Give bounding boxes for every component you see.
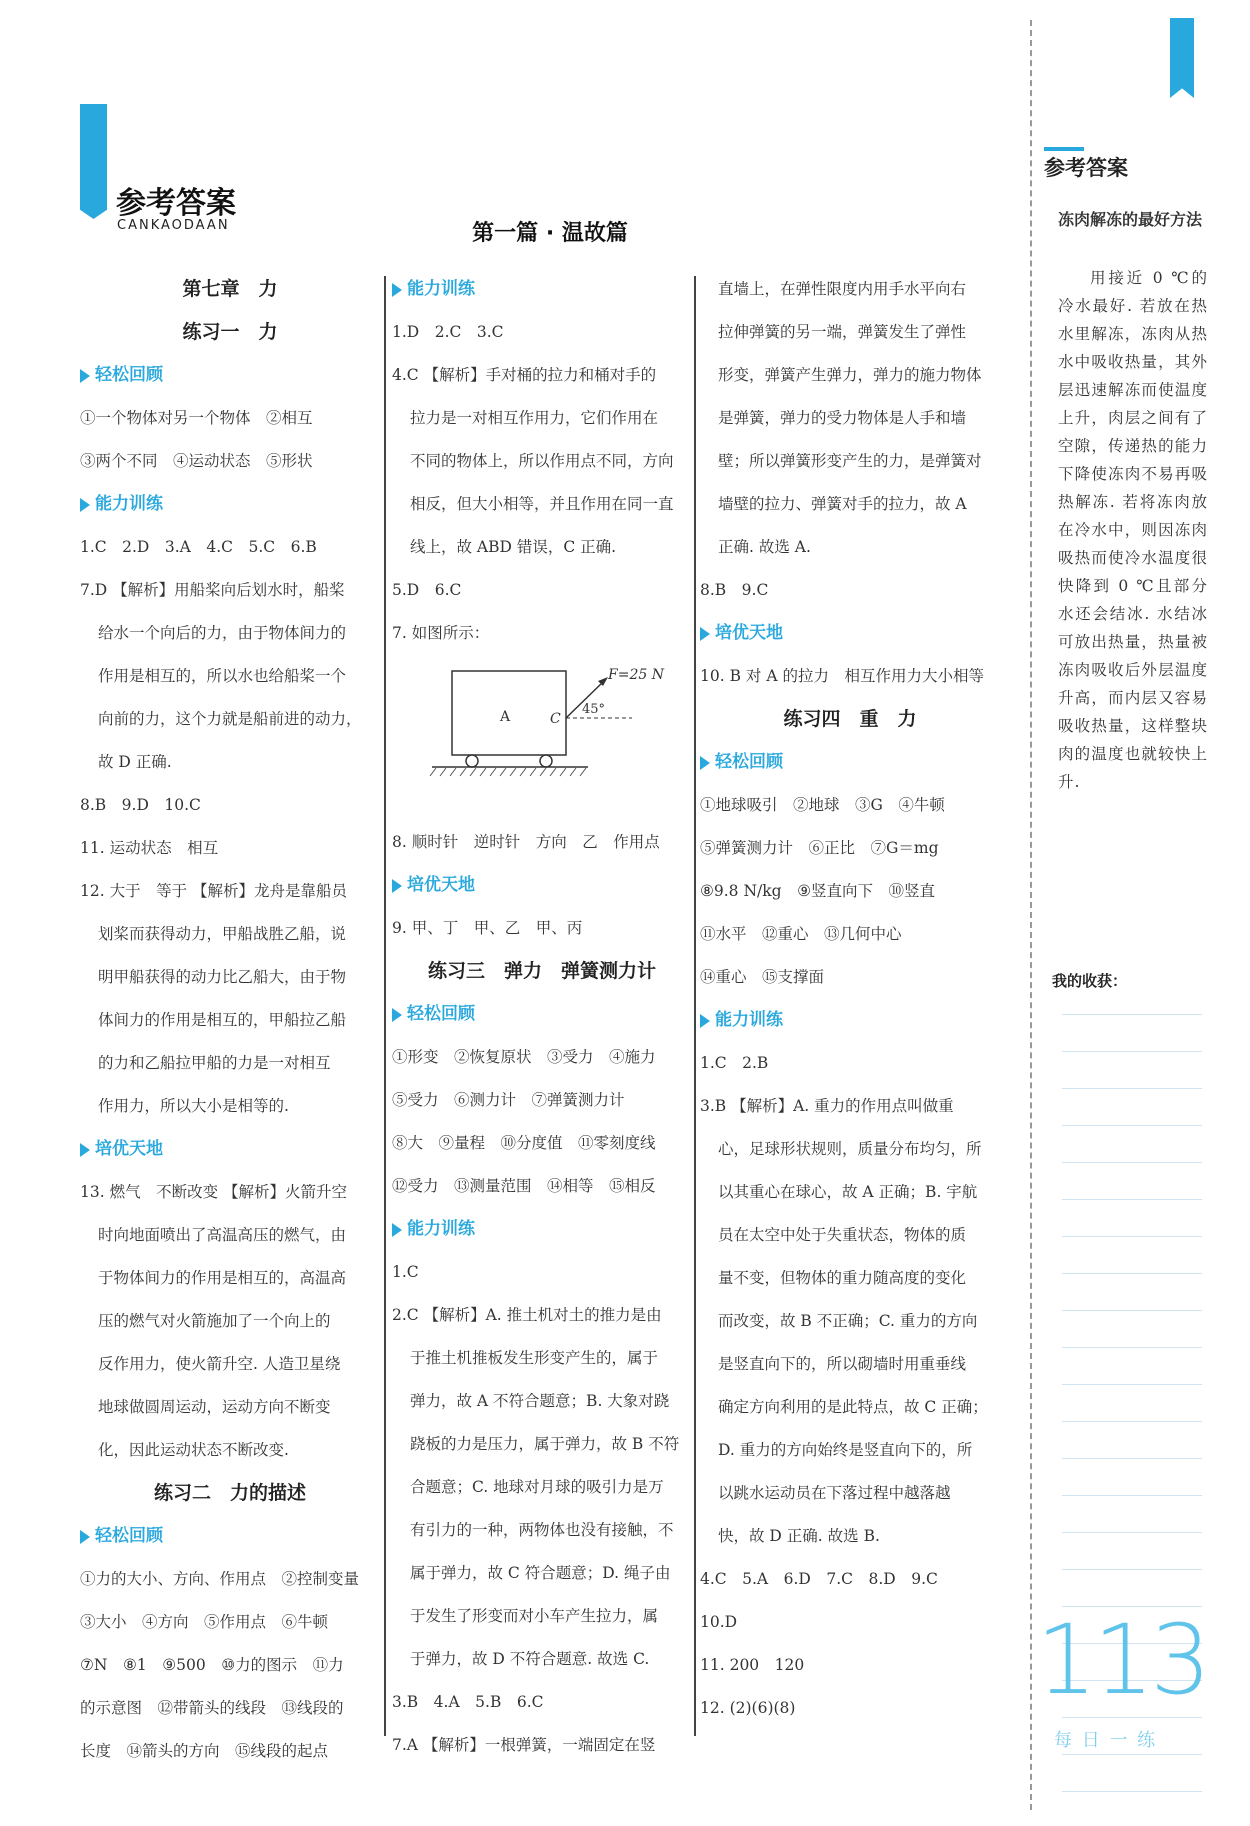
answer-line: 1.C 2.B xyxy=(700,1054,769,1072)
answer-line: 9. 甲、丁 甲、乙 甲、丙 xyxy=(392,919,583,937)
answer-line: 直墙上，在弹性限度内用手水平向右 xyxy=(718,280,967,298)
answer-line: 以其重心在球心，故 A 正确；B. 宇航 xyxy=(718,1183,978,1201)
subsection-heading: 能力训练 xyxy=(392,1208,692,1251)
answer-line: ⑤弹簧测力计 ⑥正比 ⑦G＝mg xyxy=(700,839,939,857)
note-line xyxy=(1062,1717,1202,1718)
block-label: A xyxy=(500,709,511,725)
answer-line: 12. (2)(6)(8) xyxy=(700,1699,796,1717)
column-divider xyxy=(694,276,696,1736)
answer-line: ⑤受力 ⑥测力计 ⑦弹簧测力计 xyxy=(392,1091,625,1109)
answer-line: 的力和乙船拉甲船的力是一对相互 xyxy=(98,1054,331,1072)
subsection-heading: 轻松回顾 xyxy=(700,741,1000,784)
answer-line: 长度 ⑭箭头的方向 ⑮线段的起点 xyxy=(80,1742,329,1760)
angle-label: 45° xyxy=(582,702,606,717)
sidebar-tab xyxy=(1170,18,1194,98)
page-number: 113 xyxy=(1036,1604,1208,1716)
answer-line: 相反，但大小相等，并且作用在同一直 xyxy=(410,495,674,513)
note-line xyxy=(1062,1569,1202,1570)
wheel-left xyxy=(466,755,478,767)
note-line xyxy=(1062,1162,1202,1163)
answer-line: 的示意图 ⑫带箭头的线段 ⑬线段的 xyxy=(80,1699,344,1717)
answer-line: 是竖直向下的，所以砌墙时用重垂线 xyxy=(718,1355,967,1373)
answer-line: 拉伸弹簧的另一端，弹簧发生了弹性 xyxy=(718,323,967,341)
answer-line: 快，故 D 正确. 故选 B. xyxy=(718,1527,880,1545)
answer-line: 13. 燃气 不断改变 【解析】火箭升空 xyxy=(80,1183,348,1201)
answer-line: 地球做圆周运动，运动方向不断变 xyxy=(98,1398,331,1416)
subsection-heading: 轻松回顾 xyxy=(80,354,380,397)
answer-line: ⑦N ⑧1 ⑨500 ⑩力的图示 ⑪力 xyxy=(80,1656,344,1674)
answer-column-1 xyxy=(80,268,380,1773)
answer-line: 量不变，但物体的重力随高度的变化 xyxy=(718,1269,967,1287)
section-title: 练习一 力 xyxy=(182,321,278,343)
section-title: 练习三 弹力 弹簧测力计 xyxy=(427,960,656,982)
answer-line: 以跳水运动员在下落过程中越落越 xyxy=(718,1484,951,1502)
answer-line: ①地球吸引 ②地球 ③G ④牛顿 xyxy=(700,796,945,814)
answer-column-3 xyxy=(700,268,1000,1730)
dashed-divider xyxy=(1030,20,1032,1810)
answer-line: ③两个不同 ④运动状态 ⑤形状 xyxy=(80,452,313,470)
harvest-label: 我的收获： xyxy=(1052,972,1128,990)
answer-line: 10.D xyxy=(700,1613,738,1631)
answer-line: 划桨而获得动力，甲船战胜乙船，说 xyxy=(98,925,347,943)
answer-line: 员在太空中处于失重状态，物体的质 xyxy=(718,1226,967,1244)
answer-line: 反作用力，使火箭升空. 人造卫星绕 xyxy=(98,1355,341,1373)
answer-line: 向前的力，这个力就是船前进的动力， xyxy=(98,710,362,728)
subsection-heading: 培优天地 xyxy=(700,612,1000,655)
answer-line: 正确. 故选 A. xyxy=(718,538,811,556)
answer-line: 作用力，所以大小是相等的. xyxy=(98,1097,289,1115)
note-line xyxy=(1062,1236,1202,1237)
answer-line: 故 D 正确. xyxy=(98,753,172,771)
answer-line: ①力的大小、方向、作用点 ②控制变量 xyxy=(80,1570,360,1588)
answer-line: 8. 顺时针 逆时针 方向 乙 作用点 xyxy=(392,833,660,851)
answer-line: ③大小 ④方向 ⑤作用点 ⑥牛顿 xyxy=(80,1613,329,1631)
section-title: 练习二 力的描述 xyxy=(153,1482,306,1504)
answer-line: ⑧9.8 N/kg ⑨竖直向下 ⑩竖直 xyxy=(700,882,935,900)
answer-line: 线上，故 ABD 错误，C 正确. xyxy=(410,538,617,556)
answer-line: 8.B 9.C xyxy=(700,581,769,599)
answer-line: ⑧大 ⑨量程 ⑩分度值 ⑪零刻度线 xyxy=(392,1134,656,1152)
answer-line: 3.B 4.A 5.B 6.C xyxy=(392,1693,544,1711)
answer-line: 1.C xyxy=(392,1263,419,1281)
column-divider xyxy=(384,276,386,1736)
answer-line: ⑪水平 ⑫重心 ⑬几何中心 xyxy=(700,925,902,943)
logo-title: 参考答案 xyxy=(116,186,236,221)
answer-line: D. 重力的方向始终是竖直向下的，所 xyxy=(718,1441,973,1459)
note-line xyxy=(1062,1791,1202,1792)
subsection-heading: 轻松回顾 xyxy=(80,1515,380,1558)
wheel-right xyxy=(540,755,552,767)
answer-line: 心，足球形状规则，质量分布均匀，所 xyxy=(718,1140,982,1158)
note-line xyxy=(1062,1125,1202,1126)
answer-line: 7.A 【解析】一根弹簧，一端固定在竖 xyxy=(392,1736,656,1754)
note-line xyxy=(1062,1051,1202,1052)
answer-line: 于弹力，故 D 不符合题意. 故选 C. xyxy=(410,1650,650,1668)
answer-line: 有引力的一种，两物体也没有接触，不 xyxy=(410,1521,674,1539)
answer-line: 4.C 5.A 6.D 7.C 8.D 9.C xyxy=(700,1570,938,1588)
note-line xyxy=(1062,1014,1202,1015)
answer-line: 是弹簧，弹力的受力物体是人手和墙 xyxy=(718,409,967,427)
answer-line: 不同的物体上，所以作用点不同，方向 xyxy=(410,452,674,470)
answer-line: 作用是相互的，所以水也给船桨一个 xyxy=(98,667,347,685)
answer-line: 10. B 对 A 的拉力 相互作用力大小相等 xyxy=(700,667,984,685)
answer-line: 1.C 2.D 3.A 4.C 5.C 6.B xyxy=(80,538,317,556)
note-line xyxy=(1062,1754,1202,1755)
tip-body: 用接近 0 ℃的冷水最好. 若放在热水里解冻，冻肉从热水中吸收热量，其外层迅速解冻而使温度上升，肉层之间有了空隙，传递热的能力下降使冻肉不易再吸热解冻. 若将冻肉放在冷水中，则因冻肉吸热而使冷水温度很快降到 0 ℃且部分水还会结冰. 水结冰可放出热量，热量被冻肉吸收后外层温度升高，而内层又容易吸收热量，这样整块肉的温度也就较快上升. xyxy=(1058,269,1208,791)
answer-column-2 xyxy=(392,268,692,1767)
answer-line: 化，因此运动状态不断改变. xyxy=(98,1441,289,1459)
note-line xyxy=(1062,1458,1202,1459)
subsection-heading: 培优天地 xyxy=(392,864,692,907)
subsection-heading: 能力训练 xyxy=(700,999,1000,1042)
answer-line: 11. 运动状态 相互 xyxy=(80,839,219,857)
answer-line: 跷板的力是压力，属于弹力，故 B 不符 xyxy=(410,1435,680,1453)
answer-line: 体间力的作用是相互的，甲船拉乙船 xyxy=(98,1011,347,1029)
answer-line: 压的燃气对火箭施加了一个向上的 xyxy=(98,1312,331,1330)
subsection-heading: 能力训练 xyxy=(80,483,380,526)
footer-label: 每 日 一 练 xyxy=(1054,1730,1158,1751)
answer-line: 壁；所以弹簧形变产生的力，是弹簧对 xyxy=(718,452,982,470)
answer-line: 于发生了形变而对小车产生拉力，属 xyxy=(410,1607,659,1625)
subsection-heading: 培优天地 xyxy=(80,1128,380,1171)
answer-line: 5.D 6.C xyxy=(392,581,462,599)
section-title: 第七章 力 xyxy=(182,278,278,300)
answer-line: 形变，弹簧产生弹力，弹力的施力物体 xyxy=(718,366,982,384)
section-title: 练习四 重 力 xyxy=(783,708,917,730)
answer-line: ⑭重心 ⑮支撑面 xyxy=(700,968,825,986)
answer-line: 时向地面喷出了高温高压的燃气，由 xyxy=(98,1226,347,1244)
note-line xyxy=(1062,1273,1202,1274)
answer-line: 3.B 【解析】A. 重力的作用点叫做重 xyxy=(700,1097,954,1115)
answer-line: 属于弹力，故 C 符合题意；D. 绳子由 xyxy=(410,1564,671,1582)
answer-line: 11. 200 120 xyxy=(700,1656,805,1674)
note-line xyxy=(1062,1384,1202,1385)
answer-line: 于物体间力的作用是相互的，高温高 xyxy=(98,1269,347,1287)
note-line xyxy=(1062,1532,1202,1533)
tip-title: 冻肉解冻的最好方法 xyxy=(1058,210,1203,229)
note-line xyxy=(1062,1495,1202,1496)
note-line xyxy=(1062,1421,1202,1422)
answer-line: 确定方向利用的是此特点，故 C 正确； xyxy=(718,1398,988,1416)
answer-line: 而改变，故 B 不正确；C. 重力的方向 xyxy=(718,1312,978,1330)
answer-line: ①形变 ②恢复原状 ③受力 ④施力 xyxy=(392,1048,656,1066)
answer-line: 墙壁的拉力、弹簧对手的拉力，故 A xyxy=(718,495,967,513)
answer-line: 弹力，故 A 不符合题意；B. 大象对跷 xyxy=(410,1392,670,1410)
subsection-heading: 能力训练 xyxy=(392,268,692,311)
note-line xyxy=(1062,1088,1202,1089)
note-line xyxy=(1062,1199,1202,1200)
part-title: 第一篇 · 温故篇 xyxy=(472,221,628,246)
answer-line: 2.C 【解析】A. 推土机对土的推力是由 xyxy=(392,1306,662,1324)
answer-line: 12. 大于 等于 【解析】龙舟是靠船员 xyxy=(80,882,348,900)
force-label: F=25 N xyxy=(608,667,664,683)
answer-line: 合题意；C. 地球对月球的吸引力是万 xyxy=(410,1478,664,1496)
note-line xyxy=(1062,1310,1202,1311)
answer-line: 1.D 2.C 3.C xyxy=(392,323,504,341)
answer-line: ①一个物体对另一个物体 ②相互 xyxy=(80,409,313,427)
answer-line: 拉力是一对相互作用力，它们作用在 xyxy=(410,409,659,427)
answer-line: 7. 如图所示： xyxy=(392,624,490,642)
point-label: C xyxy=(550,711,561,727)
subsection-heading: 轻松回顾 xyxy=(392,993,692,1036)
force-diagram xyxy=(392,655,692,821)
answer-line: 4.C 【解析】手对桶的拉力和桶对手的 xyxy=(392,366,657,384)
answer-line: 明甲船获得的动力比乙船大，由于物 xyxy=(98,968,347,986)
force-diagram-svg xyxy=(392,655,692,821)
sidebar-accent-line xyxy=(1044,147,1084,151)
logo-pinyin: CANKAODAAN xyxy=(117,218,230,233)
sidebar-title: 参考答案 xyxy=(1044,156,1128,180)
header-accent-bar xyxy=(80,104,107,219)
answer-line: 7.D 【解析】用船桨向后划水时，船桨 xyxy=(80,581,345,599)
answer-line: 8.B 9.D 10.C xyxy=(80,796,201,814)
note-line xyxy=(1062,1347,1202,1348)
answer-line: ⑫受力 ⑬测量范围 ⑭相等 ⑮相反 xyxy=(392,1177,656,1195)
answer-line: 于推土机推板发生形变产生的，属于 xyxy=(410,1349,659,1367)
answer-line: 给水一个向后的力，由于物体间力的 xyxy=(98,624,347,642)
